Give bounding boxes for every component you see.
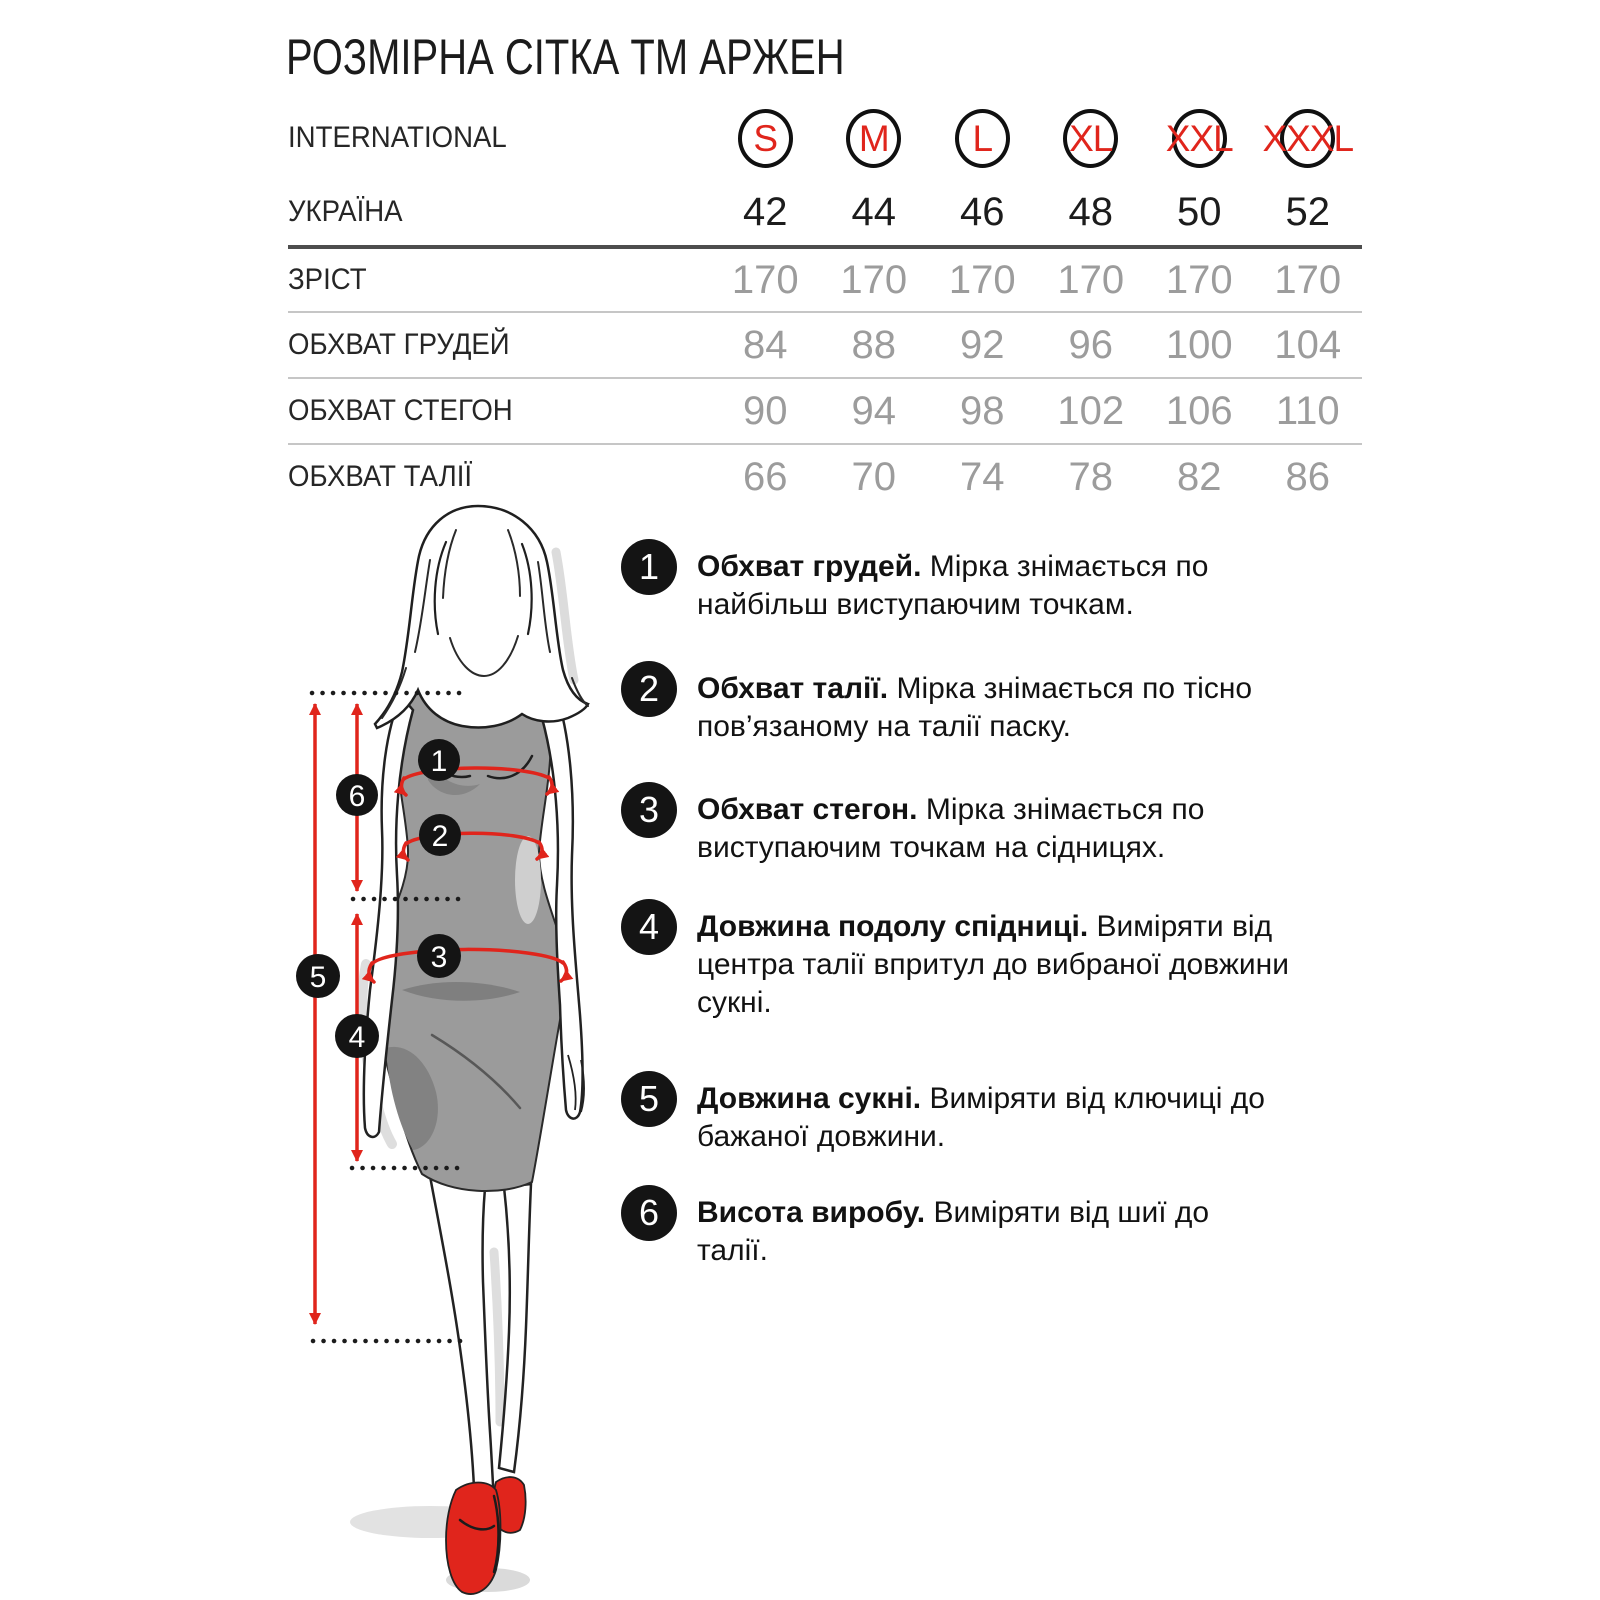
cell-value: 170 [840, 257, 908, 302]
row-label: УКРАЇНА [288, 195, 403, 228]
svg-text:6: 6 [348, 779, 366, 813]
size-badge-xxxl: XXXL [1280, 109, 1335, 168]
legend-text: Обхват стегон. Мірка знімається по виступаючим точкам на сідницях. [697, 793, 1205, 864]
cell-value: 82 [1177, 454, 1222, 499]
svg-text:5: 5 [309, 960, 327, 994]
svg-text:4: 4 [348, 1020, 366, 1054]
cell-value: 88 [851, 322, 896, 367]
measurement-figure [280, 490, 620, 1600]
row-label: INTERNATIONAL [288, 121, 507, 154]
size-badge-m: M [846, 109, 901, 168]
table-row-height [288, 245, 1362, 311]
marker-6 [336, 774, 378, 816]
cell-value: 46 [960, 189, 1005, 234]
cell-value: 48 [1068, 189, 1113, 234]
cell-value: 70 [851, 454, 896, 499]
size-badge-xxl: XXL [1172, 109, 1227, 168]
legend-text: Довжина сукні. Виміряти від ключиці до бажаної довжини. [697, 1082, 1265, 1153]
legend-number-badge: 1 [621, 539, 677, 595]
marker-3 [417, 934, 461, 978]
cell-value: 102 [1057, 388, 1125, 433]
legend-number-badge: 4 [621, 899, 677, 955]
marker-1 [418, 739, 460, 781]
cell-value: 50 [1177, 189, 1222, 234]
cell-value: 74 [960, 454, 1005, 499]
row-label: ОБХВАТ ТАЛІЇ [288, 460, 473, 493]
size-badge-l: L [955, 109, 1010, 168]
legend-text: Обхват талії. Мірка знімається по тісно пов’язаному на талії паску. [697, 672, 1253, 743]
svg-text:3: 3 [430, 940, 448, 974]
row-label: ОБХВАТ СТЕГОН [288, 394, 513, 427]
figure-legs [430, 1176, 531, 1520]
size-table [288, 97, 1362, 509]
legend-number-badge: 6 [621, 1185, 677, 1241]
size-badge-xl: XL [1063, 109, 1118, 168]
svg-text:1: 1 [430, 744, 448, 778]
cell-value: 44 [851, 189, 896, 234]
legend-number-badge: 3 [621, 782, 677, 838]
cell-value: 110 [1275, 388, 1340, 433]
cell-value: 104 [1274, 322, 1342, 367]
cell-value: 94 [851, 388, 896, 433]
cell-value: 170 [1274, 257, 1342, 302]
cell-value: 90 [743, 388, 788, 433]
cell-value: 42 [743, 189, 788, 234]
page-title: РОЗМІРНА СІТКА ТМ АРЖЕН [286, 29, 845, 85]
cell-value: 100 [1165, 322, 1233, 367]
cell-value: 92 [960, 322, 1005, 367]
cell-value: 106 [1165, 388, 1233, 433]
cell-value: 52 [1285, 189, 1330, 234]
table-row-bust [288, 311, 1362, 377]
legend-text: Висота виробу. Виміряти від шиї до талії. [697, 1196, 1210, 1267]
legend-text: Довжина подолу спідниці. Виміряти від центра талії впритул до вибраної довжини сукні. [697, 910, 1289, 1019]
cell-value: 86 [1285, 454, 1330, 499]
legend-number-badge: 5 [621, 1071, 677, 1127]
legend-text: Обхват грудей. Мірка знімається по найбільш виступаючим точкам. [697, 550, 1209, 621]
table-row-hips [288, 377, 1362, 443]
cell-value: 66 [743, 454, 788, 499]
svg-text:2: 2 [431, 819, 449, 853]
row-label: ОБХВАТ ГРУДЕЙ [288, 328, 510, 361]
cell-value: 170 [1165, 257, 1233, 302]
cell-value: 78 [1068, 454, 1113, 499]
cell-value: 170 [731, 257, 799, 302]
legend-number-badge: 2 [621, 661, 677, 717]
cell-value: 96 [1068, 322, 1113, 367]
marker-5 [296, 954, 340, 998]
marker-2 [419, 814, 461, 856]
row-label: ЗРІСТ [288, 263, 367, 296]
table-row-international [288, 97, 1362, 179]
cell-value: 98 [960, 388, 1005, 433]
cell-value: 170 [948, 257, 1016, 302]
cell-value: 84 [743, 322, 788, 367]
marker-4 [335, 1014, 379, 1058]
cell-value: 170 [1057, 257, 1125, 302]
table-row-ukraine [288, 179, 1362, 245]
size-badge-s: S [738, 109, 793, 168]
